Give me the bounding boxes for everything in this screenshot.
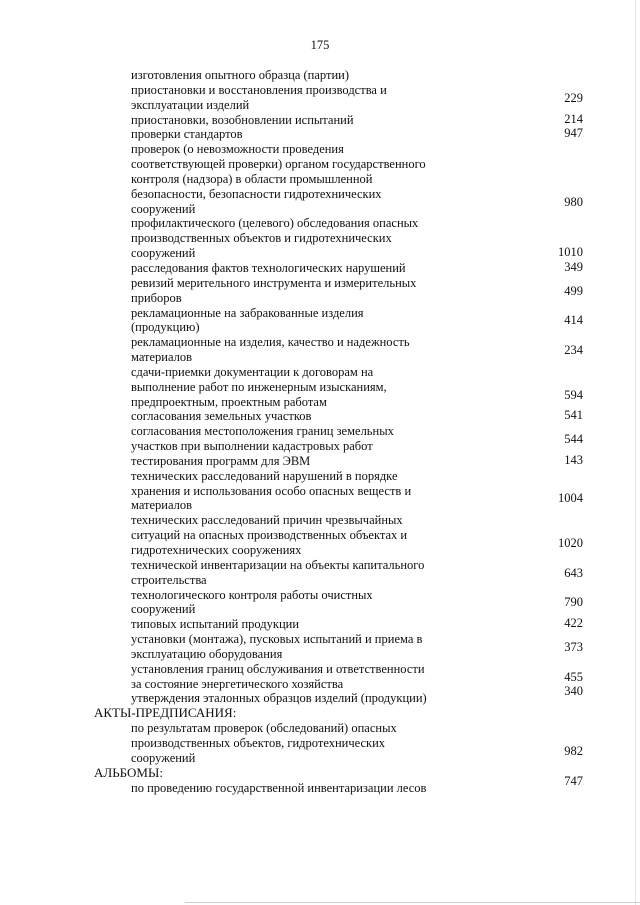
entry-page: 214 bbox=[564, 111, 583, 126]
entry-text: приостановки и восстановления производства и эксплуатации изделий bbox=[131, 82, 387, 112]
entry-text: расследования фактов технологических нарушений bbox=[131, 260, 406, 275]
entry-text: профилактического (целевого) обследования опасных производственных объектов и гидротехнических сооружений bbox=[131, 216, 419, 261]
list-item bbox=[0, 513, 640, 558]
entry-text: технической инвентаризации на объекты капитального строительства bbox=[131, 557, 425, 587]
list-item bbox=[0, 83, 640, 113]
list-item bbox=[0, 632, 640, 662]
list-item bbox=[0, 409, 640, 424]
list-item bbox=[0, 617, 640, 632]
entry-page: 544 bbox=[564, 432, 583, 447]
entry-page: 980 bbox=[564, 194, 583, 209]
entry-text: изготовления опытного образца (партии) bbox=[131, 68, 349, 82]
entry-page: 422 bbox=[564, 616, 583, 631]
list-item bbox=[0, 773, 640, 796]
entry-text: тестирования программ для ЭВМ bbox=[131, 453, 311, 468]
list-item bbox=[0, 113, 640, 128]
entry-page: 499 bbox=[564, 283, 583, 298]
entry-text: технических расследований причин чрезвычайных ситуаций на опасных производственных объектах и гидротехнических сооружениях bbox=[131, 513, 408, 557]
section-heading bbox=[0, 706, 640, 721]
entry-page: 1004 bbox=[558, 491, 583, 506]
list-item bbox=[0, 306, 640, 336]
list-item bbox=[0, 721, 640, 766]
entry-page: 340 bbox=[564, 684, 583, 699]
list-item bbox=[0, 261, 640, 276]
entry-text: сдачи-приемки документации к договорам на выполнение работ по инженерным изысканиям, предпроектным, проектным работам bbox=[131, 364, 387, 409]
entry-page: 747 bbox=[564, 773, 583, 788]
entry-page: 455 bbox=[564, 669, 583, 684]
entry-page: 1020 bbox=[558, 536, 583, 550]
entry-page: 947 bbox=[564, 126, 583, 141]
entry-page: 229 bbox=[564, 90, 583, 105]
entry-text: установки (монтажа), пусковых испытаний и приема в эксплуатацию оборудования bbox=[131, 632, 423, 661]
entry-text: по результатам проверок (обследований) опасных производственных объектов, гидротехнических сооружений bbox=[131, 721, 397, 765]
list-item bbox=[0, 335, 640, 365]
entry-page: 790 bbox=[564, 595, 583, 610]
list-item bbox=[0, 424, 640, 454]
entry-text: по проведению государственной инвентаризации лесов bbox=[131, 780, 427, 795]
entry-text: типовых испытаний продукции bbox=[131, 617, 300, 632]
section-title: АЛЬБОМЫ: bbox=[94, 764, 163, 780]
entry-page: 373 bbox=[564, 639, 583, 654]
entry-text: технических расследований нарушений в порядке хранения и использования особо опасных веществ и материалов bbox=[131, 468, 412, 513]
entry-page: 143 bbox=[564, 452, 583, 467]
entry-page: 234 bbox=[564, 343, 583, 358]
entry-text: рекламационные на забракованные изделия (продукцию) bbox=[131, 305, 364, 335]
page-number: 175 bbox=[310, 38, 330, 52]
list-item bbox=[0, 454, 640, 469]
document-body bbox=[0, 68, 640, 795]
entry-text: установления границ обслуживания и ответственности за состояние энергетического хозяйства bbox=[131, 661, 425, 691]
entry-text: проверок (о невозможности проведения соответствующей проверки) органом государственного контроля (надзора) в области промышленной безопасности, безопасности гидротехнических сооружений bbox=[131, 142, 426, 216]
list-item bbox=[0, 142, 640, 216]
entry-text: проверки стандартов bbox=[131, 127, 243, 142]
list-item bbox=[0, 684, 640, 706]
entry-page: 349 bbox=[564, 259, 583, 274]
entry-page: 541 bbox=[564, 408, 583, 423]
entry-text: приостановки, возобновлении испытаний bbox=[131, 112, 354, 127]
list-item bbox=[0, 365, 640, 410]
entry-page: 594 bbox=[564, 387, 583, 402]
entry-text: утверждения эталонных образцов изделий (продукции) bbox=[131, 691, 427, 706]
list-item bbox=[0, 558, 640, 588]
list-item bbox=[0, 216, 640, 261]
entry-page: 414 bbox=[564, 313, 583, 328]
entry-text: ревизий мерительного инструмента и измерительных приборов bbox=[131, 275, 417, 305]
entry-page: 643 bbox=[564, 565, 583, 580]
section-title: АКТЫ-ПРЕДПИСАНИЯ: bbox=[94, 705, 237, 721]
list-item bbox=[0, 588, 640, 618]
entry-text: согласования земельных участков bbox=[131, 409, 312, 424]
entry-text: рекламационные на изделия, качество и надежность материалов bbox=[131, 335, 410, 365]
scan-edge-line bbox=[635, 0, 636, 905]
list-item bbox=[0, 469, 640, 514]
entry-page: 982 bbox=[564, 743, 583, 758]
entry-text: согласования местоположения границ земельных участков при выполнении кадастровых работ bbox=[131, 424, 394, 454]
scan-bottom-line bbox=[185, 902, 640, 903]
list-item bbox=[0, 68, 640, 83]
entry-page: 1010 bbox=[558, 245, 583, 260]
list-item bbox=[0, 127, 640, 142]
entry-text: технологического контроля работы очистных сооружений bbox=[131, 587, 373, 617]
list-item bbox=[0, 276, 640, 306]
